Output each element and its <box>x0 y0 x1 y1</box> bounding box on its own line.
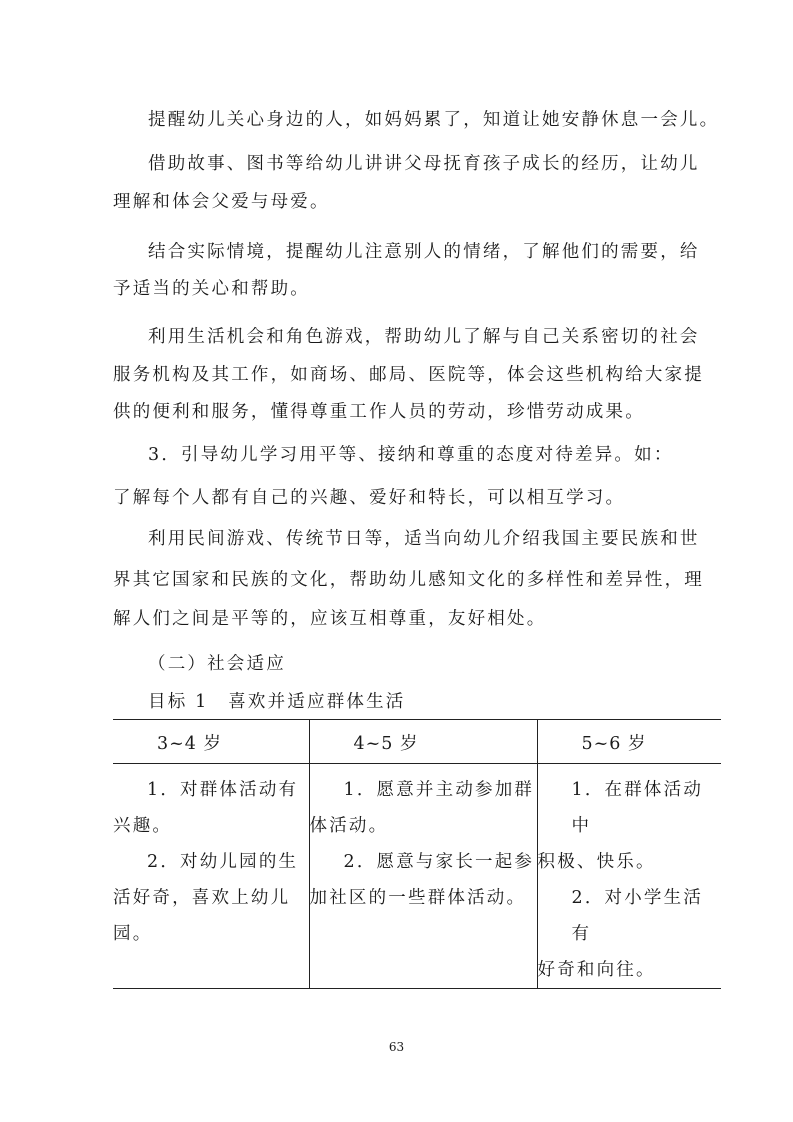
paragraph-line: 利用民间游戏、传统节日等，适当向幼儿介绍我国主要民族和世 <box>148 529 700 549</box>
list-item <box>310 844 537 916</box>
cell-text: 1．愿意并主动参加群 <box>343 780 535 800</box>
table-header-cell: 4~5 岁 <box>309 720 537 764</box>
paragraph-line: 借助故事、图书等给幼儿讲讲父母抚育孩子成长的经历，让幼儿 <box>148 154 700 174</box>
paragraph-line: 利用生活机会和角色游戏，帮助幼儿了解与自己关系密切的社会 <box>148 327 700 347</box>
goal-title: 目标 1 喜欢并适应群体生活 <box>148 692 406 712</box>
paragraph-line: 理解和体会父爱与母爱。 <box>113 192 330 212</box>
list-item <box>538 880 722 988</box>
cell-text: 2．对幼儿园的生 <box>147 852 299 872</box>
paragraph-line: 提醒幼儿关心身边的人，如妈妈累了，知道让她安静休息一会儿。 <box>148 110 720 130</box>
paragraph-line: 解人们之间是平等的，应该互相尊重，友好相处。 <box>113 609 547 629</box>
cell-text: 兴趣。 <box>113 816 173 836</box>
cell-text: 好奇和向往。 <box>537 960 656 980</box>
section-heading: （二）社会适应 <box>148 654 286 674</box>
table-cell-age-4-5 <box>309 764 537 989</box>
list-item <box>113 844 309 952</box>
table-header-row <box>113 720 721 764</box>
table-header-cell: 3~4 岁 <box>113 720 309 764</box>
list-item <box>310 772 537 844</box>
table-cell-age-5-6 <box>537 764 721 989</box>
cell-text: 2．对小学生活有 <box>571 888 704 944</box>
list-item <box>538 772 722 880</box>
cell-text: 体活动。 <box>309 816 389 836</box>
cell-text: 2．愿意与家长一起参 <box>343 852 535 872</box>
paragraph-line: 供的便利和服务，懂得尊重工作人员的劳动，珍惜劳动成果。 <box>113 402 645 422</box>
table-row <box>113 764 721 989</box>
paragraph-line: 服务机构及其工作，如商场、邮局、医院等，体会这些机构给大家提 <box>113 365 704 385</box>
table-header-cell: 5~6 岁 <box>537 720 721 764</box>
page-number: 63 <box>388 1040 405 1054</box>
goal-table <box>113 719 721 989</box>
paragraph-line: 界其它国家和民族的文化，帮助幼儿感知文化的多样性和差异性，理 <box>113 570 704 590</box>
paragraph-line: 结合实际情境，提醒幼儿注意别人的情绪，了解他们的需要，给 <box>148 242 700 262</box>
cell-text: 加社区的一些群体活动。 <box>309 888 527 908</box>
paragraph-line: 了解每个人都有自己的兴趣、爱好和特长，可以相互学习。 <box>113 488 626 508</box>
cell-text: 1．在群体活动中 <box>571 780 704 836</box>
table-cell-age-3-4 <box>113 764 309 989</box>
cell-text: 活好奇，喜欢上幼儿 <box>113 888 291 908</box>
cell-text: 园。 <box>113 924 153 944</box>
paragraph-line: 3．引导幼儿学习用平等、接纳和尊重的态度对待差异。如： <box>148 445 674 465</box>
paragraph-line: 予适当的关心和帮助。 <box>113 279 310 299</box>
list-item <box>113 772 309 844</box>
cell-text: 积极、快乐。 <box>537 852 656 872</box>
cell-text: 1．对群体活动有 <box>147 780 299 800</box>
